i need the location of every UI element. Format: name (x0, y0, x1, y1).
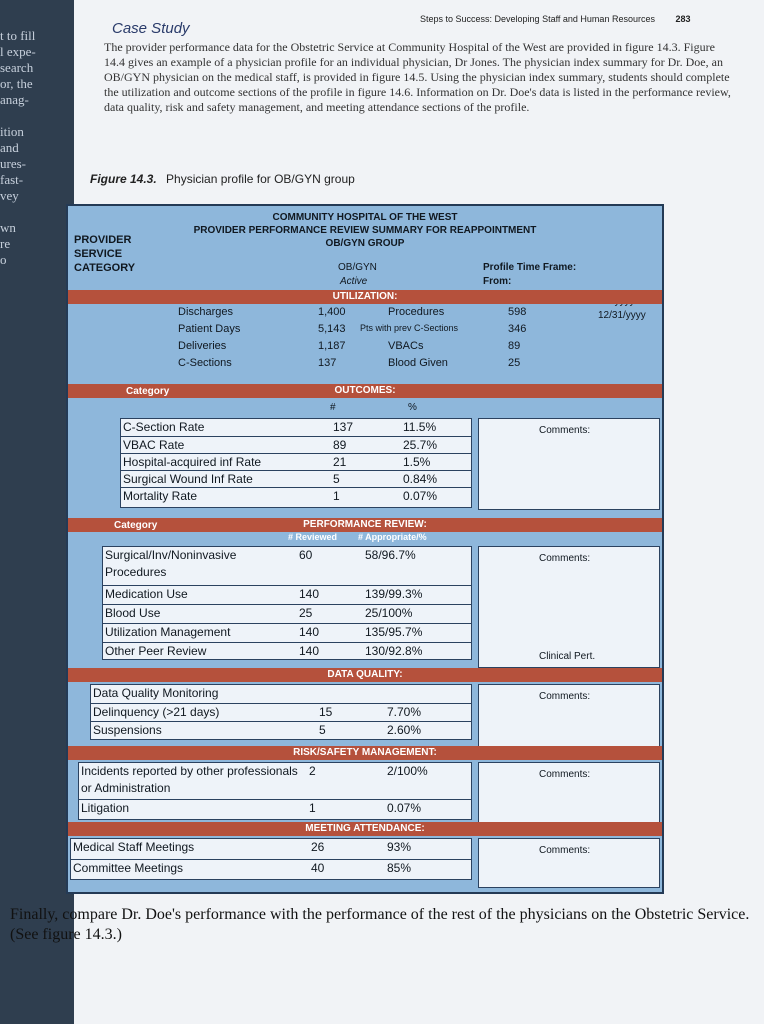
row-number: 1 (309, 801, 316, 815)
category-value: Active (340, 276, 368, 287)
closing-paragraph: Finally, compare Dr. Doe's performance with the performance of the rest of the physicians on the Obstetric Service. (See figure 14.3.) (10, 906, 750, 943)
table-row (103, 604, 471, 624)
row-label: Delinquency (>21 days) (93, 705, 220, 719)
running-title: Steps to Success: Developing Staff and Human Resources (420, 14, 655, 24)
table-row (71, 859, 471, 880)
data-quality-grid (90, 684, 472, 740)
utilization-right-value: 25 (508, 357, 521, 369)
row-number: 15 (319, 705, 333, 719)
utilization-right-label: Blood Given (388, 357, 448, 369)
row-label: Surgical/Inv/Noninvasive Procedures (105, 548, 237, 579)
margin-line: wn (0, 220, 16, 235)
meeting-grid (70, 838, 472, 880)
running-header (420, 14, 691, 24)
data-quality-section-bar: DATA QUALITY: (68, 668, 662, 682)
outcome-category-header: Category (126, 386, 170, 397)
utilization-right-label: Procedures (388, 306, 445, 318)
perf-reviewed-header: # Reviewed (288, 532, 338, 542)
row-percent: 1.5% (403, 455, 431, 469)
margin-line: re (0, 236, 11, 251)
table-row (79, 763, 471, 799)
performance-review-section-bar: PERFORMANCE REVIEW: (68, 518, 662, 532)
margin-line: t to fill (0, 28, 36, 43)
utilization-left-label: Discharges (178, 306, 234, 318)
category-label: CATEGORY (74, 262, 136, 274)
row-number: 60 (299, 548, 313, 562)
outcome-num-header: # (330, 402, 336, 413)
utilization-left-label: Deliveries (178, 340, 227, 352)
margin-line: and (0, 140, 19, 155)
table-row (121, 436, 471, 454)
margin-line: anag- (0, 92, 29, 107)
clinical-pert-label: Clinical Pert. (539, 651, 596, 662)
row-number: 5 (319, 723, 326, 737)
row-percent: 58/96.7% (365, 548, 416, 562)
profile-frame-label: Profile Time Frame: (483, 262, 577, 273)
row-number: 26 (311, 840, 325, 854)
service-label: SERVICE (74, 248, 123, 260)
row-percent: 130/92.8% (365, 644, 423, 658)
performance-comments-label: Comments: (539, 553, 591, 564)
risk-comments-box (478, 762, 660, 830)
data-quality-comments-label: Comments: (539, 691, 591, 702)
table-row (121, 453, 471, 471)
row-percent: 2/100% (387, 764, 428, 778)
row-percent: 93% (387, 840, 412, 854)
outcomes-section-bar: OUTCOMES: (68, 384, 662, 398)
margin-line: ition (0, 124, 24, 139)
figure-caption (90, 172, 355, 186)
utilization-right-value: 346 (508, 323, 527, 335)
group-title: OB/GYN GROUP (325, 238, 405, 249)
row-percent: 7.70% (387, 705, 422, 719)
row-label: Hospital-acquired inf Rate (123, 455, 262, 469)
row-number: 2 (309, 764, 316, 778)
row-percent: 0.07% (403, 489, 438, 503)
row-percent: 11.5% (403, 420, 437, 434)
row-label: Data Quality Monitoring (93, 686, 219, 700)
utilization-left-label: C-Sections (178, 357, 232, 369)
data-quality-comments-box (478, 684, 660, 752)
figure-title: Physician profile for OB/GYN group (166, 172, 355, 186)
row-label: Medical Staff Meetings (73, 840, 195, 854)
row-number: 21 (333, 455, 347, 469)
outcomes-comments-label: Comments: (539, 425, 591, 436)
provider-value: OB/GYN (338, 262, 377, 273)
row-number: 25 (299, 606, 313, 620)
table-row (91, 685, 471, 703)
row-label: Suspensions (93, 723, 162, 737)
table-row (103, 642, 471, 662)
row-percent: 25.7% (403, 438, 438, 452)
row-percent: 85% (387, 861, 412, 875)
page-number: 283 (675, 14, 691, 24)
figure-number: Figure 14.3. (90, 172, 157, 186)
row-label: Litigation (81, 801, 130, 815)
table-row (103, 585, 471, 605)
utilization-left-value: 1,187 (318, 340, 346, 352)
row-number: 137 (333, 420, 354, 434)
meeting-comments-box (478, 838, 660, 888)
margin-line: or, the (0, 76, 33, 91)
table-row (91, 703, 471, 722)
perf-category-header: Category (114, 520, 158, 531)
outcome-pct-header: % (408, 402, 417, 413)
performance-review-grid (102, 546, 472, 660)
from-label: From: (483, 276, 512, 287)
row-label: Blood Use (105, 606, 161, 620)
row-label: Surgical Wound Inf Rate (123, 472, 253, 486)
row-label: Utilization Management (105, 625, 231, 639)
table-row (121, 470, 471, 488)
utilization-left-value: 137 (318, 357, 337, 369)
table-row (71, 839, 471, 859)
row-percent: 139/99.3% (365, 587, 423, 601)
outcomes-comments-box (478, 418, 660, 510)
table-row (121, 419, 471, 436)
row-label: VBAC Rate (123, 438, 185, 452)
utilization-left-value: 5,143 (318, 323, 346, 335)
row-label: C-Section Rate (123, 420, 205, 434)
table-row (103, 623, 471, 643)
table-row (79, 799, 471, 818)
margin-line: search (0, 60, 34, 75)
outcomes-grid (120, 418, 472, 508)
to-value: 12/31/yyyy (598, 310, 646, 321)
row-percent: 0.84% (403, 472, 438, 486)
row-label: Mortality Rate (123, 489, 198, 503)
risk-section-bar: RISK/SAFETY MANAGEMENT: (68, 746, 662, 760)
row-number: 140 (299, 587, 320, 601)
provider-label: PROVIDER (74, 234, 132, 246)
table-row (121, 487, 471, 505)
row-label: Committee Meetings (73, 861, 184, 875)
row-number: 89 (333, 438, 347, 452)
row-number: 140 (299, 625, 320, 639)
row-percent: 0.07% (387, 801, 422, 815)
row-percent: 25/100% (365, 606, 413, 620)
row-percent: 135/95.7% (365, 625, 423, 639)
row-number: 140 (299, 644, 320, 658)
meeting-comments-label: Comments: (539, 845, 591, 856)
row-number: 5 (333, 472, 340, 486)
utilization-left-value: 1,400 (318, 306, 346, 318)
utilization-right-label: VBACs (388, 340, 424, 352)
provider-profile-table (66, 204, 664, 894)
perf-appropriate-header: # Appropriate/% (358, 532, 427, 542)
margin-line: l expe- (0, 44, 36, 59)
utilization-right-value: 89 (508, 340, 521, 352)
risk-grid (78, 762, 472, 820)
row-number: 40 (311, 861, 325, 875)
utilization-right-label: Pts with prev C-Sections (360, 323, 459, 333)
row-label: Other Peer Review (105, 644, 207, 658)
performance-comments-box (478, 546, 660, 668)
utilization-section-bar: UTILIZATION: (68, 290, 662, 304)
row-label: Medication Use (105, 587, 188, 601)
utilization-left-label: Patient Days (178, 323, 241, 335)
hospital-title: COMMUNITY HOSPITAL OF THE WEST (272, 212, 458, 223)
row-percent: 2.60% (387, 723, 422, 737)
case-study-label: Case Study (112, 20, 190, 37)
margin-line: ures- (0, 156, 26, 171)
intro-paragraph: The provider performance data for the Obstetric Service at Community Hospital of the West are provided in figure 14.3. Figure 14.4 gives an example of a physician profile for an individual physician, Dr Jones. The physician index summary for Dr. Doe, an OB/GYN physician on the medical staff, is provided in figure 14.5. Using the physician index summary, students should complete the utilization and outcome sections of the profile in figure 14.6. Information on Dr. Doe's data is listed in the performance review, data quality, risk and safety management, and meeting attendance sections of the profile. (104, 40, 731, 114)
margin-line: o (0, 252, 7, 267)
risk-comments-label: Comments: (539, 769, 591, 780)
utilization-right-value: 598 (508, 306, 527, 318)
table-row (91, 721, 471, 740)
review-title: PROVIDER PERFORMANCE REVIEW SUMMARY FOR REAPPOINTMENT (193, 225, 537, 236)
table-row (103, 547, 471, 585)
margin-line: fast- (0, 172, 24, 187)
meeting-section-bar: MEETING ATTENDANCE: (68, 822, 662, 836)
margin-line: vey (0, 188, 19, 203)
row-number: 1 (333, 489, 340, 503)
row-label: Incidents reported by other professionals or Administration (81, 764, 298, 795)
